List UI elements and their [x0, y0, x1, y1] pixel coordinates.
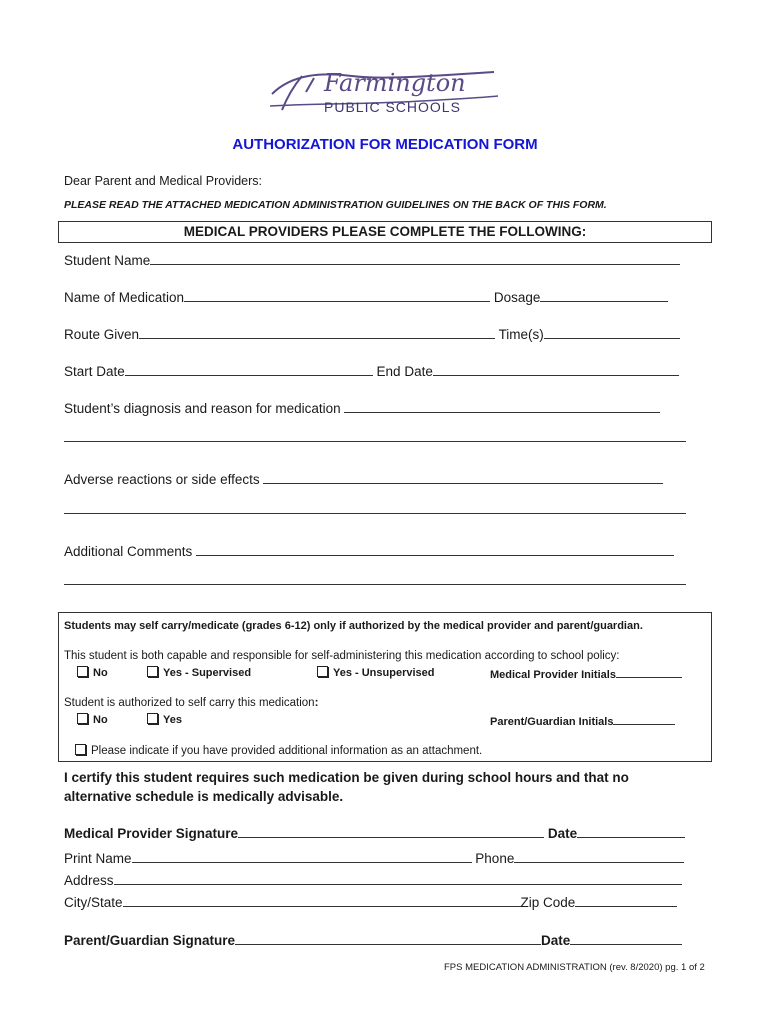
adverse-line-2[interactable] — [64, 512, 686, 514]
parent-initials: Parent/Guardian Initials — [490, 713, 675, 728]
provider-initials: Medical Provider Initials — [490, 666, 682, 681]
zip-code-field[interactable] — [575, 892, 677, 907]
parent-initials-field[interactable] — [613, 713, 675, 725]
svg-text:Farmington: Farmington — [324, 69, 466, 97]
checkbox-icon[interactable] — [317, 666, 328, 677]
comments-row — [64, 541, 674, 561]
student-name-field[interactable] — [150, 250, 680, 265]
medication-row — [64, 287, 668, 307]
city-state-label: City/State — [64, 895, 123, 910]
greeting: Dear Parent and Medical Providers: — [64, 174, 263, 188]
adverse-field[interactable] — [263, 469, 663, 484]
school-logo — [262, 64, 502, 120]
student-name-label: Student Name — [64, 253, 151, 268]
city-state-row — [64, 892, 677, 912]
start-date-field[interactable] — [125, 361, 373, 376]
end-date-label: End Date — [376, 364, 433, 379]
provider-signature-label: Medical Provider Signature — [64, 826, 239, 841]
parent-signature-row — [64, 930, 682, 950]
address-label: Address — [64, 873, 114, 888]
comments-field[interactable] — [196, 541, 674, 556]
certify-statement: I certify this student requires such medication be given during school hours and that no alternative schedule is medically advisable. — [64, 770, 629, 804]
footer-text: FPS MEDICATION ADMINISTRATION (rev. 8/2020) pg. 1 of 2 — [444, 962, 705, 973]
times-label: Time(s) — [498, 327, 544, 342]
diagnosis-line-2[interactable] — [64, 440, 686, 442]
dates-row — [64, 361, 679, 381]
parent-signature-field[interactable] — [235, 930, 541, 945]
print-name-field[interactable] — [132, 848, 472, 863]
self-carry-box — [58, 612, 712, 762]
provider-date-label: Date — [547, 826, 578, 841]
authorized-statement: Student is authorized to self carry this medication: — [64, 697, 319, 709]
capable-yes-supervised-option[interactable]: Yes - Supervised — [147, 666, 251, 679]
capable-no-option[interactable]: No — [77, 666, 108, 679]
medication-label: Name of Medication — [64, 290, 185, 305]
authorized-yes-option[interactable]: Yes — [147, 713, 182, 726]
capable-statement: This student is both capable and responsible for self-administering this medication according to school policy: — [64, 650, 620, 662]
providers-heading: MEDICAL PROVIDERS PLEASE COMPLETE THE FOLLOWING: — [58, 221, 712, 243]
medication-field[interactable] — [184, 287, 490, 302]
provider-initials-field[interactable] — [616, 666, 682, 678]
parent-date-label: Date — [541, 933, 571, 948]
phone-label: Phone — [475, 851, 515, 866]
parent-date-field[interactable] — [570, 930, 682, 945]
adverse-label: Adverse reactions or side effects — [64, 472, 260, 487]
checkbox-icon[interactable] — [147, 666, 158, 677]
capable-yes-unsupervised-option[interactable]: Yes - Unsupervised — [317, 666, 435, 679]
student-name-row — [64, 250, 680, 270]
checkbox-icon[interactable] — [147, 713, 158, 724]
checkbox-icon[interactable] — [75, 744, 86, 755]
checkbox-icon[interactable] — [77, 713, 88, 724]
form-title: AUTHORIZATION FOR MEDICATION FORM — [232, 136, 538, 153]
route-row — [64, 324, 680, 344]
diagnosis-field[interactable] — [344, 398, 660, 413]
diagnosis-label: Student’s diagnosis and reason for medication — [64, 401, 341, 416]
provider-signature-field[interactable] — [238, 823, 544, 838]
route-field[interactable] — [139, 324, 495, 339]
phone-field[interactable] — [514, 848, 684, 863]
dosage-field[interactable] — [540, 287, 668, 302]
authorized-no-option[interactable]: No — [77, 713, 108, 726]
attachment-option[interactable]: Please indicate if you have provided additional information as an attachment. — [75, 744, 482, 757]
comments-label: Additional Comments — [64, 544, 193, 559]
address-row — [64, 870, 682, 890]
svg-text:PUBLIC SCHOOLS: PUBLIC SCHOOLS — [324, 99, 461, 115]
logo-mark — [262, 64, 502, 120]
provider-date-field[interactable] — [577, 823, 685, 838]
self-carry-heading: Students may self carry/medicate (grades 6-12) only if authorized by the medical provider and parent/guardian. — [64, 620, 643, 632]
diagnosis-row — [64, 398, 660, 418]
end-date-field[interactable] — [433, 361, 679, 376]
parent-signature-label: Parent/Guardian Signature — [64, 933, 236, 948]
zip-code-label: Zip Code — [520, 895, 576, 910]
times-field[interactable] — [544, 324, 680, 339]
city-state-field[interactable] — [123, 892, 521, 907]
dosage-label: Dosage — [493, 290, 541, 305]
guidelines-notice: PLEASE READ THE ATTACHED MEDICATION ADMINISTRATION GUIDELINES ON THE BACK OF THIS FORM. — [64, 199, 607, 211]
route-label: Route Given — [64, 327, 140, 342]
provider-signature-row — [64, 823, 685, 843]
print-name-label: Print Name — [64, 851, 132, 866]
adverse-row — [64, 469, 663, 489]
checkbox-icon[interactable] — [77, 666, 88, 677]
comments-line-2[interactable] — [64, 583, 686, 585]
address-field[interactable] — [114, 870, 682, 885]
print-name-row — [64, 848, 684, 868]
start-date-label: Start Date — [64, 364, 125, 379]
